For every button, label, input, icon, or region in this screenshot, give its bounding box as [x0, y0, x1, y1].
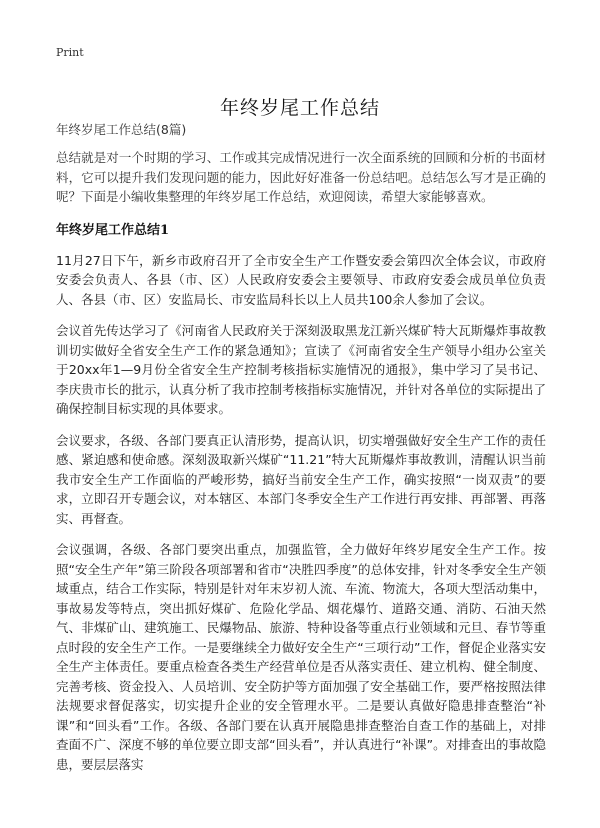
document-title: 年终岁尾工作总结	[219, 96, 380, 119]
paragraph-notice: 会议首先传达学习了《河南省人民政府关于深刻汲取黑龙江新兴煤矿特大瓦斯爆炸事故教训切实做好全省安全生产工作的紧急通知》；宣读了《河南省安全生产领导小组办公室关于20xx年1—9月份全省安全生产控制考核指标实施情况的通报》，集中学习了吴书记、李庆贵市长的批示，认真分析了我市控制考核指标实施情况，并针对各单位的实际提出了确保控制目标实现的具体要求。	[56, 323, 546, 416]
intro-paragraph: 总结就是对一个时期的学习、工作或其完成情况进行一次全面系统的回顾和分析的书面材料，它可以提升我们发现问题的能力，因此好好准备一份总结吧。总结怎么写才是正确的呢？下面是小编收集整理的年终岁尾工作总结，欢迎阅读，希望大家能够喜欢。	[56, 150, 546, 204]
document-subtitle: 年终岁尾工作总结(8篇)	[56, 122, 187, 137]
paragraph-meeting: 11月27日下午，新乡市政府召开了全市安全生产工作暨安委会第四次全体会议，市政府安委会负责人、各县（市、区）人民政府安委会主要领导、市政府安委会成员单位负责人、各县（市、区）安监局长、市安监局科长以上人员共100余人参加了会议。	[56, 252, 546, 307]
paragraph-requirements: 会议要求，各级、各部门要真正认清形势，提高认识，切实增强做好安全生产工作的责任感、紧迫感和使命感。深刻汲取新兴煤矿“11.21”特大瓦斯爆炸事故教训，清醒认识当前我市安全生产工作面临的严峻形势，搞好当前安全生产工作，确实按照“一岗双责”的要求，立即召开专题会议，对本辖区、本部门冬季安全生产工作进行再安排、再部署、再落实、再督查。	[56, 432, 546, 526]
section-heading: 年终岁尾工作总结1	[56, 222, 170, 238]
document-body	[56, 120, 546, 786]
paragraph-emphasis: 会议强调，各级、各部门要突出重点，加强监管，全力做好年终岁尾安全生产工作。按照“安全生产年”第三阶段各项部署和省市“决胜四季度”的总体安排，针对冬季安全生产领域重点，结合工作实际，特别是针对年末岁初人流、车流、物流大，各项大型活动集中，事故易发等特点，突出抓好煤矿、危险化学品、烟花爆竹、道路交通、消防、石油天然气、非煤矿山、建筑施工、民爆物品、旅游、特种设备等重点行业领域和元旦、春节等重点时段的安全生产工作。一是要继续全力做好安全生产“三项行动”工作，督促企业落实安全生产主体责任。要重点检查各类生产经营单位是否从落实责任、建立机构、健全制度、完善考核、资金投入、人员培训、安全防护等方面加强了安全基础工作，要严格按照法律法规要求督促落实，切实提升企业的安全管理水平。二是要认真做好隐患排查整治“补课”和“回头看”工作。各级、各部门要在认真开展隐患排查整治自查工作的基础上，对排查面不广、深度不够的单位要立即支部“回头看”，并认真进行“补课”。对排查出的事故隐患，要层层落实	[56, 542, 546, 772]
print-link[interactable]: Print	[56, 46, 84, 59]
